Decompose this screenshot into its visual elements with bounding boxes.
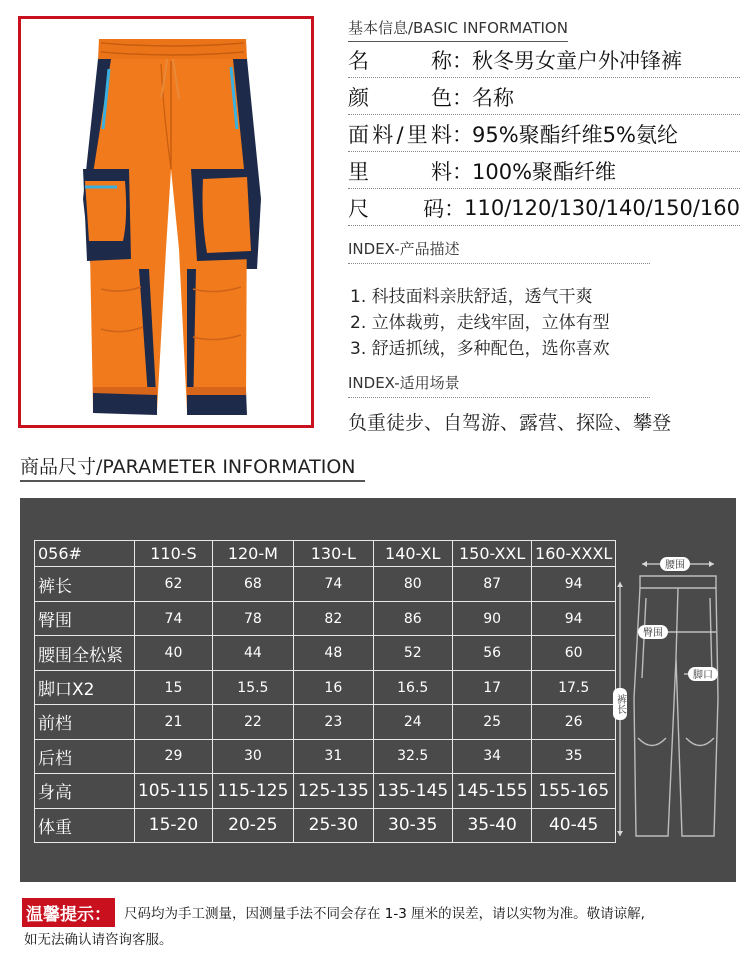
table-cell: 130-L	[294, 541, 373, 567]
table-cell: 35-40	[452, 808, 531, 842]
table-cell: 056#	[35, 541, 135, 567]
table-cell: 前档	[35, 705, 135, 739]
table-cell: 22	[212, 705, 294, 739]
reminder-text-continued: 如无法确认请咨询客服。	[24, 932, 173, 948]
table-cell: 160-XXXL	[532, 541, 616, 567]
table-row	[35, 567, 616, 601]
table-cell: 臀围	[35, 601, 135, 635]
table-cell: 15	[135, 670, 212, 704]
info-row-color	[348, 79, 740, 115]
table-row	[35, 636, 616, 670]
table-cell: 78	[212, 601, 294, 635]
feature-item: 3. 舒适抓绒，多种配色，选你喜欢	[350, 339, 610, 359]
table-cell: 31	[294, 739, 373, 773]
table-cell: 32.5	[373, 739, 452, 773]
info-value: 110/120/130/140/150/160	[464, 195, 740, 220]
info-label: 颜色	[348, 85, 452, 110]
parameter-underline	[20, 480, 365, 482]
table-row	[35, 808, 616, 842]
table-cell: 44	[212, 636, 294, 670]
table-cell: 140-XL	[373, 541, 452, 567]
length-label: 裤长	[614, 694, 626, 714]
info-colon: ：	[452, 122, 473, 147]
hem-label: 脚口	[693, 670, 713, 681]
table-cell: 105-115	[135, 774, 212, 808]
table-cell: 身高	[35, 774, 135, 808]
table-cell: 86	[373, 601, 452, 635]
table-cell: 后档	[35, 739, 135, 773]
table-cell: 74	[135, 601, 212, 635]
table-row	[35, 670, 616, 704]
scene-text: 负重徒步、自驾游、露营、探险、攀登	[348, 412, 672, 434]
scene-title: INDEX-适用场景	[348, 372, 650, 398]
table-cell: 94	[532, 567, 616, 601]
info-label: 尺码	[348, 196, 445, 221]
table-cell: 25	[452, 705, 531, 739]
table-cell: 15.5	[212, 670, 294, 704]
table-cell: 体重	[35, 808, 135, 842]
pants-illustration	[21, 19, 311, 425]
feature-item: 2. 立体裁剪，走线牢固，立体有型	[350, 313, 610, 333]
table-cell: 62	[135, 567, 212, 601]
table-cell: 裤长	[35, 567, 135, 601]
table-cell: 155-165	[532, 774, 616, 808]
info-colon: ：	[452, 85, 473, 110]
table-cell: 35	[532, 739, 616, 773]
table-cell: 脚口X2	[35, 670, 135, 704]
table-cell: 74	[294, 567, 373, 601]
feature-item: 1. 科技面料亲肤舒适，透气干爽	[350, 287, 593, 307]
info-value: 名称	[472, 85, 514, 110]
table-cell: 82	[294, 601, 373, 635]
info-label: 里料	[348, 159, 452, 184]
table-cell: 68	[212, 567, 294, 601]
table-cell: 16	[294, 670, 373, 704]
table-cell: 110-S	[135, 541, 212, 567]
table-cell: 34	[452, 739, 531, 773]
table-row	[35, 774, 616, 808]
size-table	[34, 540, 616, 843]
hip-label: 臀围	[643, 628, 663, 639]
table-cell: 30	[212, 739, 294, 773]
table-cell: 24	[373, 705, 452, 739]
table-cell: 腰围全松紧	[35, 636, 135, 670]
product-photo	[18, 16, 314, 428]
size-panel	[20, 498, 736, 882]
table-cell: 135-145	[373, 774, 452, 808]
basic-info-title: 基本信息/BASIC INFORMATION	[348, 17, 568, 42]
description-title: INDEX-产品描述	[348, 238, 650, 264]
table-cell: 125-135	[294, 774, 373, 808]
table-cell: 21	[135, 705, 212, 739]
info-value: 100%聚酯纤维	[472, 159, 617, 184]
table-cell: 40-45	[532, 808, 616, 842]
table-cell: 20-25	[212, 808, 294, 842]
table-cell: 90	[452, 601, 531, 635]
table-cell: 52	[373, 636, 452, 670]
table-cell: 25-30	[294, 808, 373, 842]
info-colon: ：	[452, 159, 473, 184]
waist-label: 腰围	[665, 560, 685, 571]
info-label: 面料/里料	[348, 122, 452, 147]
info-colon: ：	[452, 48, 473, 73]
table-cell: 150-XXL	[452, 541, 531, 567]
table-cell: 17.5	[532, 670, 616, 704]
table-cell: 26	[532, 705, 616, 739]
table-cell: 87	[452, 567, 531, 601]
info-row-size	[348, 190, 740, 226]
table-cell: 56	[452, 636, 531, 670]
table-cell: 60	[532, 636, 616, 670]
table-row	[35, 705, 616, 739]
table-cell: 120-M	[212, 541, 294, 567]
info-row-lining	[348, 153, 740, 189]
reminder-text: 尺码均为手工测量，因测量手法不同会存在 1-3 厘米的误差，请以实物为准。敬请谅解,	[124, 906, 645, 922]
info-value: 95%聚酯纤维5%氨纶	[472, 122, 678, 147]
table-cell: 30-35	[373, 808, 452, 842]
table-row	[35, 739, 616, 773]
table-cell: 23	[294, 705, 373, 739]
table-cell: 17	[452, 670, 531, 704]
table-cell: 145-155	[452, 774, 531, 808]
table-header-row	[35, 541, 616, 567]
reminder-label: 温馨提示：	[22, 898, 115, 927]
table-cell: 94	[532, 601, 616, 635]
info-row-name	[348, 42, 740, 78]
measurement-diagram	[612, 538, 732, 848]
table-cell: 115-125	[212, 774, 294, 808]
info-value: 秋冬男女童户外冲锋裤	[472, 48, 682, 73]
table-cell: 80	[373, 567, 452, 601]
info-row-fabric	[348, 116, 740, 152]
parameter-title: 商品尺寸/PARAMETER INFORMATION	[20, 456, 356, 478]
table-cell: 48	[294, 636, 373, 670]
table-cell: 29	[135, 739, 212, 773]
info-label: 名称	[348, 48, 452, 73]
table-cell: 15-20	[135, 808, 212, 842]
table-cell: 40	[135, 636, 212, 670]
table-row	[35, 601, 616, 635]
table-cell: 16.5	[373, 670, 452, 704]
info-colon: ：	[444, 196, 466, 221]
